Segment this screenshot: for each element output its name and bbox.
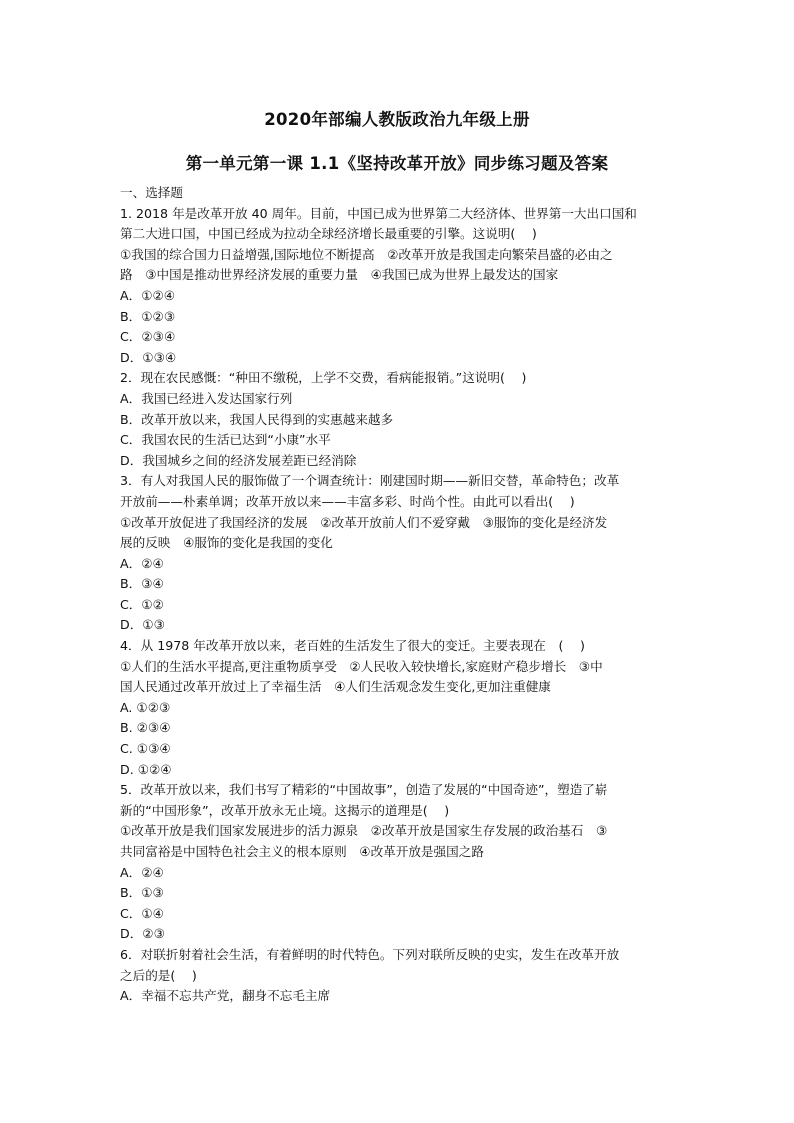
text-line: 2．现在农民感慨：“种田不缴税，上学不交费，看病能报销。”这说明( )	[120, 370, 527, 386]
option-line: C．①②	[120, 596, 164, 612]
option-line: D. ①②④	[120, 761, 172, 777]
option-line: B．①③	[120, 885, 164, 901]
text-line: 共同富裕是中国特色社会主义的根本原则 ④改革开放是强国之路	[120, 844, 484, 859]
text-line: 6．对联折射着社会生活，有着鲜明的时代特色。下列对联所反映的史实，发生在改革开放	[120, 946, 620, 962]
text-line: 路 ③中国是推动世界经济发展的重要力量 ④我国已成为世界上最发达的国家	[120, 267, 559, 283]
option-line: A．我国已经进入发达国家行列	[120, 390, 293, 406]
option-line: A．①②④	[120, 287, 176, 303]
option-line: C．①④	[120, 905, 164, 921]
text-line: 开放前——朴素单调；改革开放以来——丰富多彩、时尚个性。由此可以看出( )	[120, 493, 575, 509]
option-line: D．①③④	[120, 349, 177, 365]
text-line: ①改革开放是我们国家发展进步的活力源泉 ②改革开放是国家生存发展的政治基石 ③	[120, 823, 608, 839]
option-line: C. ①③④	[120, 741, 171, 757]
section-heading: 一、选择题	[120, 185, 183, 200]
text-line: 第二大进口国，中国已经成为拉动全球经济增长最重要的引擎。这说明( )	[120, 226, 537, 242]
option-line: B．改革开放以来，我国人民得到的实惠越来越多	[120, 411, 394, 427]
text-line: 新的“中国形象”，改革开放永无止境。这揭示的道理是( )	[120, 802, 450, 818]
text-line: ①我国的综合国力日益增强,国际地位不断提高 ②改革开放是我国走向繁荣昌盛的必由之	[120, 246, 613, 262]
option-line: A. ①②③	[120, 699, 171, 715]
text-line: 国人民通过改革开放过上了幸福生活 ④人们生活观念发生变化,更加注重健康	[120, 679, 551, 695]
option-line: B．③④	[120, 576, 164, 592]
option-line: D．②③	[120, 926, 165, 942]
document-subtitle: 第一单元第一课 1.1《坚持改革开放》同步练习题及答案	[185, 154, 609, 173]
option-line: A．②④	[120, 555, 164, 571]
option-line: D．①③	[120, 617, 165, 633]
option-line: C．②③④	[120, 329, 176, 345]
option-line: D．我国城乡之间的经济发展差距已经消除	[120, 452, 357, 468]
text-line: ①改革开放促进了我国经济的发展 ②改革开放前人们不爱穿戴 ③服饰的变化是经济发	[120, 514, 608, 530]
text-line: 5．改革开放以来，我们书写了精彩的“中国故事”，创造了发展的“中国奇迹”，塑造了崭	[120, 782, 608, 798]
text-line: 1. 2018 年是改革开放 40 周年。目前，中国已成为世界第二大经济体、世界第一大出口国和	[120, 205, 637, 221]
document-body	[120, 183, 680, 1007]
option-line: C．我国农民的生活已达到“小康”水平	[120, 432, 331, 448]
option-line: A．②④	[120, 864, 164, 880]
option-line: A．幸福不忘共产党，翻身不忘毛主席	[120, 988, 331, 1004]
document-title: 2020年部编人教版政治九年级上册	[264, 110, 530, 129]
text-line: 4．从 1978 年改革开放以来，老百姓的生活发生了很大的变迁。主要表现在 ( )	[120, 638, 585, 654]
text-line: 3．有人对我国人民的服饰做了一个调查统计：刚建国时期——新旧交替，革命特色；改革	[120, 473, 620, 489]
text-line: ①人们的生活水平提高,更注重物质享受 ②人民收入较快增长,家庭财产稳步增长 ③中	[120, 658, 603, 674]
option-line: B．①②③	[120, 308, 176, 324]
option-line: B. ②③④	[120, 720, 171, 736]
text-line: 展的反映 ④服饰的变化是我国的变化	[120, 535, 333, 551]
text-line: 之后的是( )	[120, 967, 197, 983]
